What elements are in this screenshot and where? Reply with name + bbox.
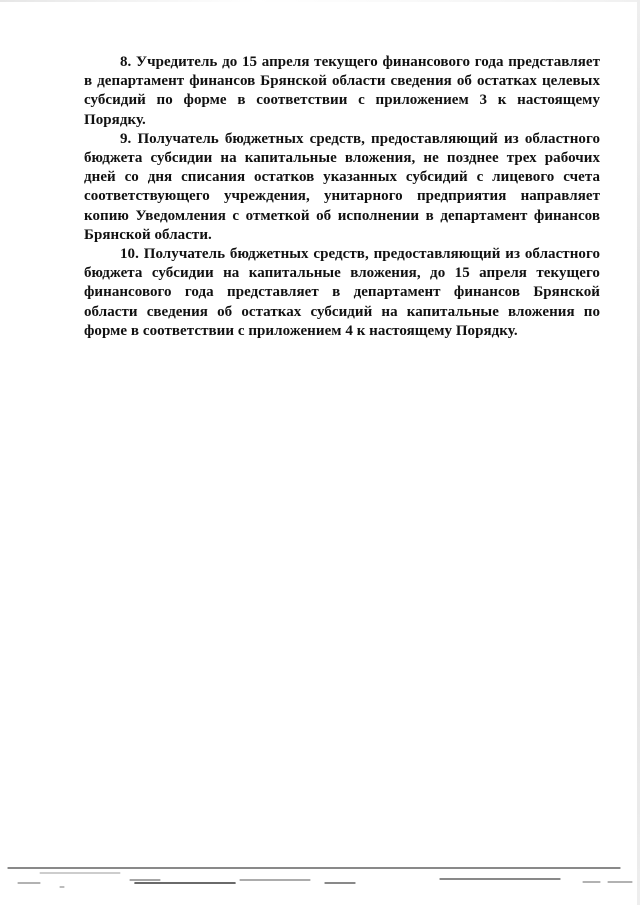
scan-top-edge: [0, 0, 640, 2]
paragraph-9: 9. Получатель бюджетных средств, предоставляющий из областного бюджета субсидии на капитальные вложения, не позднее трех рабочих дней со дня списания остатков указанных субсидий с лицевого счета соответствующего учреждения, унитарного предприятия направляет копию Уведомления с отметкой об исполнении в департамент финансов Брянской области.: [84, 130, 600, 243]
paragraph-8: 8. Учредитель до 15 апреля текущего финансового года представляет в департамент финансов Брянской области сведения об остатках целевых субсидий по форме в соответствии с приложением 3 к настоящему Порядку.: [84, 54, 600, 128]
document-body: [84, 53, 600, 341]
paragraph-10: 10. Получатель бюджетных средств, предоставляющий из областного бюджета субсидии на капитальные вложения, до 15 апреля текущего финансового года представляет в департамент финансов Брянской области сведения об остатках субсидий на капитальные вложения по форме в соответствии с приложением 4 к настоящему Порядку.: [84, 246, 600, 339]
